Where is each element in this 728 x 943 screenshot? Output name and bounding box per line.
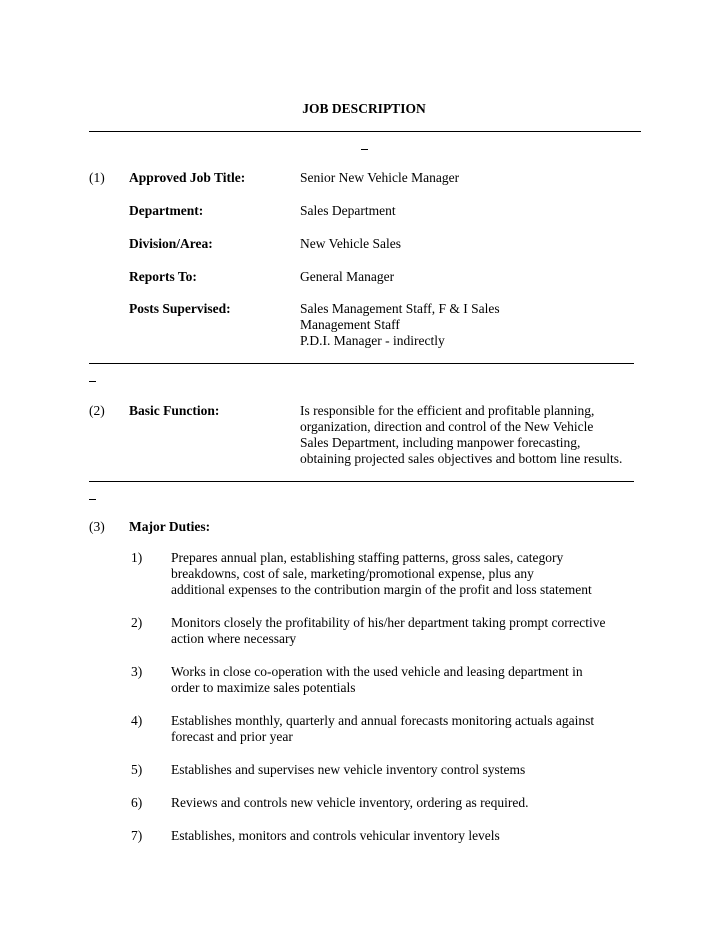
duty-number: 3) [131, 664, 143, 679]
posts-supervised-label: Posts Supervised: [129, 301, 231, 316]
title-divider-tail [361, 149, 368, 150]
title-divider [89, 131, 641, 132]
basic-function-line: obtaining projected sales objectives and bottom line results. [300, 451, 623, 466]
duty-line: order to maximize sales potentials [171, 680, 356, 695]
division-area-label: Division/Area: [129, 236, 213, 251]
basic-function-line: Sales Department, including manpower forecasting, [300, 435, 581, 450]
duty-line: breakdowns, cost of sale, marketing/promotional expense, plus any [171, 566, 534, 581]
duty-number: 4) [131, 713, 143, 728]
reports-to-label: Reports To: [129, 269, 197, 284]
basic-function-label: Basic Function: [129, 403, 220, 418]
duty-line: Prepares annual plan, establishing staffing patterns, gross sales, category [171, 550, 564, 565]
approved-job-title-value: Senior New Vehicle Manager [300, 170, 460, 185]
posts-supervised-line: Management Staff [300, 317, 400, 332]
section-1-number: (1) [89, 170, 105, 185]
basic-function-line: Is responsible for the efficient and profitable planning, [300, 403, 595, 418]
duty-line: action where necessary [171, 631, 297, 646]
duty-number: 5) [131, 762, 143, 777]
posts-supervised-line: P.D.I. Manager - indirectly [300, 333, 445, 348]
section-3-number: (3) [89, 519, 105, 534]
document-title: JOB DESCRIPTION [302, 101, 426, 116]
duty-number: 2) [131, 615, 143, 630]
duty-line: Works in close co-operation with the used vehicle and leasing department in [171, 664, 583, 679]
duty-line: forecast and prior year [171, 729, 293, 744]
department-value: Sales Department [300, 203, 396, 218]
reports-to-value: General Manager [300, 269, 395, 284]
section-divider-tail [89, 499, 96, 500]
duty-line: additional expenses to the contribution margin of the profit and loss statement [171, 582, 592, 597]
section-2-number: (2) [89, 403, 105, 418]
section-divider-tail [89, 381, 96, 382]
posts-supervised-line: Sales Management Staff, F & I Sales [300, 301, 500, 316]
duty-number: 7) [131, 828, 143, 843]
duty-line: Establishes monthly, quarterly and annual forecasts monitoring actuals against [171, 713, 595, 728]
duty-line: Reviews and controls new vehicle inventory, ordering as required. [171, 795, 529, 810]
approved-job-title-label: Approved Job Title: [129, 170, 246, 185]
duty-number: 1) [131, 550, 143, 565]
major-duties-label: Major Duties: [129, 519, 211, 534]
department-label: Department: [129, 203, 204, 218]
section-divider [89, 363, 634, 364]
duty-line: Establishes and supervises new vehicle inventory control systems [171, 762, 526, 777]
basic-function-line: organization, direction and control of the New Vehicle [300, 419, 594, 434]
duty-line: Monitors closely the profitability of his/her department taking prompt corrective [171, 615, 606, 630]
division-area-value: New Vehicle Sales [300, 236, 401, 251]
section-divider [89, 481, 634, 482]
duty-line: Establishes, monitors and controls vehicular inventory levels [171, 828, 500, 843]
duty-number: 6) [131, 795, 143, 810]
